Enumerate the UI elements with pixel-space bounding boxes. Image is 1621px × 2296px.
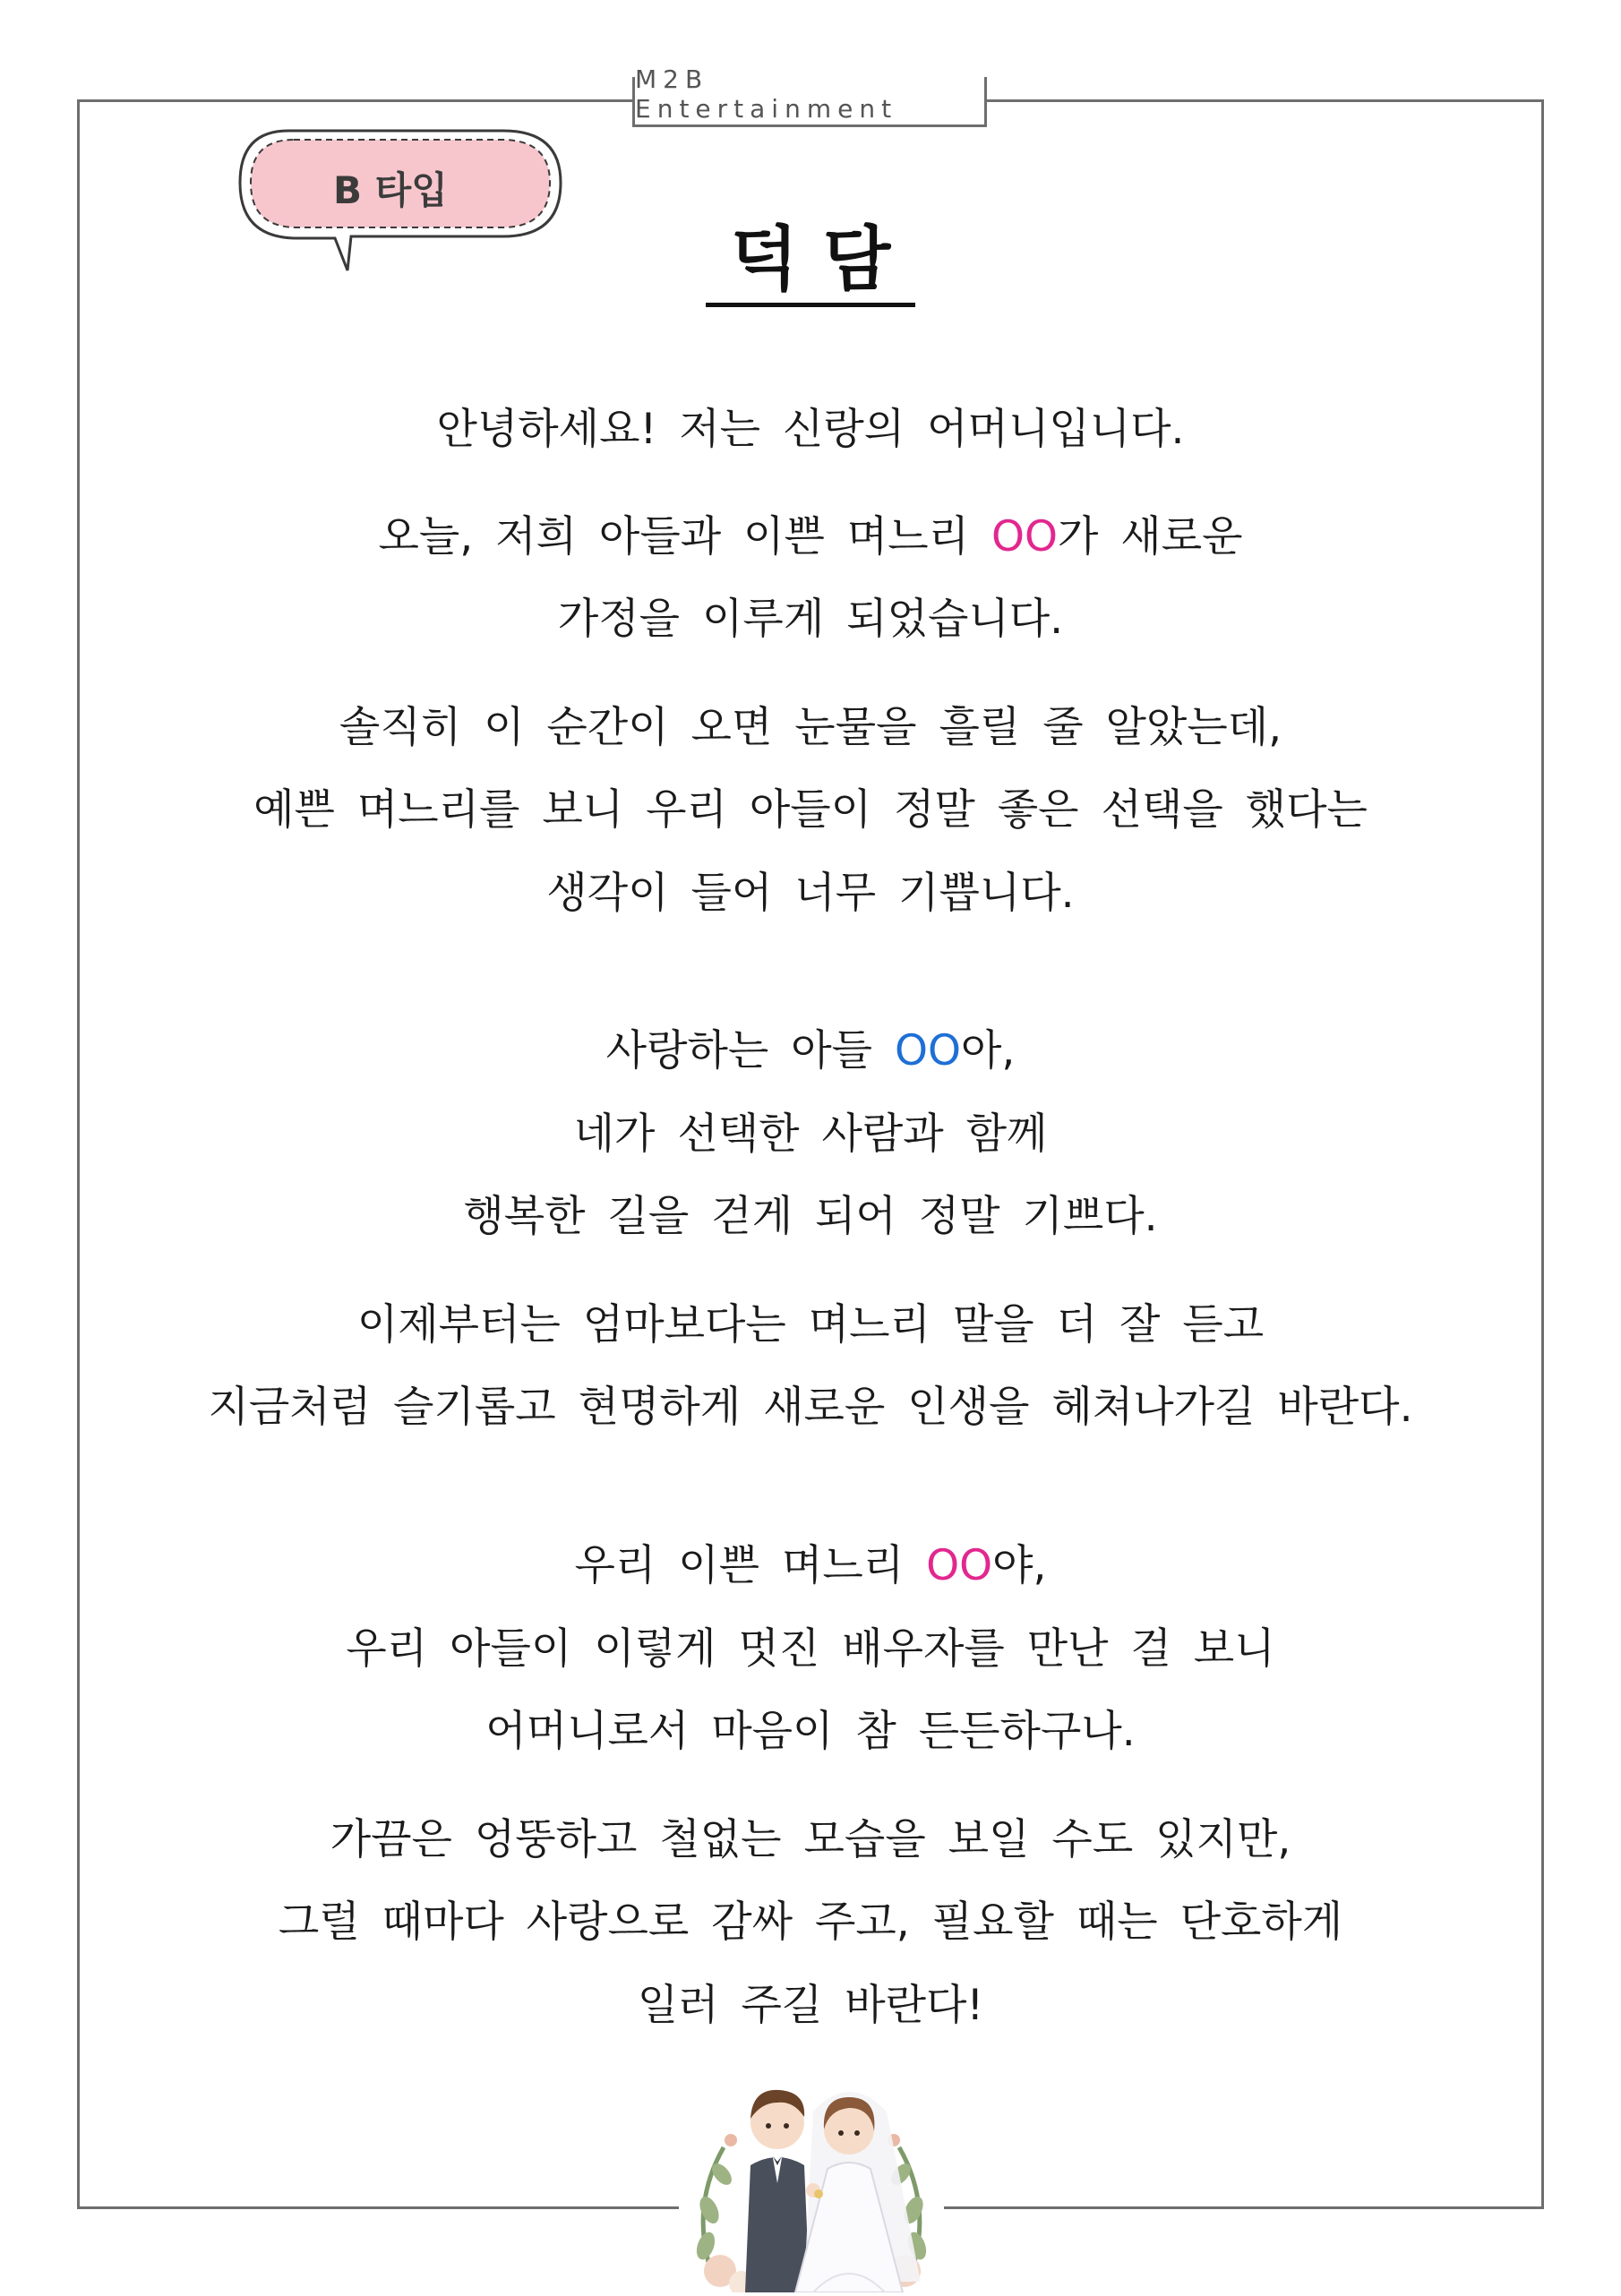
line-text: 야, [992,1541,1047,1590]
groom-name-placeholder: OO [894,1026,961,1075]
line-text: 우리 아들이 이렇게 멋진 배우자를 만난 걸 보니 [346,1624,1275,1674]
text-line [0,1192,1621,1241]
brand-tab [632,64,987,127]
line-text: 가끔은 엉뚱하고 철없는 모습을 보일 수도 있지만, [330,1815,1291,1864]
wedding-couple-illustration [679,2076,944,2292]
page-title-text: 덕담 [706,222,916,307]
line-text: 솔직히 이 순간이 오면 눈물을 흘릴 줄 알았는데, [339,703,1282,752]
line-text: 예쁜 며느리를 보니 우리 아들이 정말 좋은 선택을 했다는 [253,785,1368,835]
text-line [0,869,1621,918]
text-line [0,1541,1621,1590]
text-line [0,595,1621,644]
text-line [0,512,1621,561]
text-line [0,1815,1621,1864]
text-line [0,1026,1621,1075]
line-text: 오늘, 저희 아들과 이쁜 며느리 [378,512,991,561]
text-line [0,1624,1621,1674]
text-line [0,1981,1621,2030]
line-text: 네가 선택한 사람과 함께 [573,1109,1048,1159]
line-text: 생각이 들어 너무 기쁩니다. [546,869,1075,918]
bride-name-placeholder: OO [991,512,1058,561]
line-text: 가 새로운 [1057,512,1243,561]
line-text: 안녕하세요! 저는 신랑의 어머니입니다. [436,405,1185,454]
line-text: 가정을 이루게 되었습니다. [557,595,1064,644]
wedding-couple-icon [679,2076,944,2292]
text-line [0,1109,1621,1159]
line-text: 지금처럼 슬기롭고 현명하게 새로운 인생을 헤쳐나가길 바란다. [208,1383,1413,1432]
brand-name: M2B Entertainment [635,64,898,124]
text-line [0,703,1621,752]
line-text: 어머니로서 마음이 참 든든하구나. [485,1707,1136,1756]
line-text: 우리 이쁜 며느리 [574,1541,927,1590]
text-line [0,785,1621,835]
badge-label: B 타입 [333,168,448,212]
line-text: 아, [960,1026,1016,1075]
text-line [0,405,1621,454]
line-text: 행복한 길을 걷게 되어 정말 기쁘다. [463,1192,1158,1241]
bride-name-placeholder: OO [926,1541,993,1590]
page-title [0,219,1621,307]
line-text: 사랑하는 아들 [605,1026,895,1075]
line-text: 이제부터는 엄마보다는 며느리 말을 더 잘 듣고 [356,1300,1265,1349]
text-line [0,1383,1621,1432]
text-line [0,1707,1621,1756]
line-text: 그럴 때마다 사랑으로 감싸 주고, 필요할 때는 단호하게 [278,1898,1343,1947]
text-line [0,1898,1621,1947]
text-line [0,1300,1621,1349]
line-text: 일러 주길 바란다! [637,1981,984,2030]
